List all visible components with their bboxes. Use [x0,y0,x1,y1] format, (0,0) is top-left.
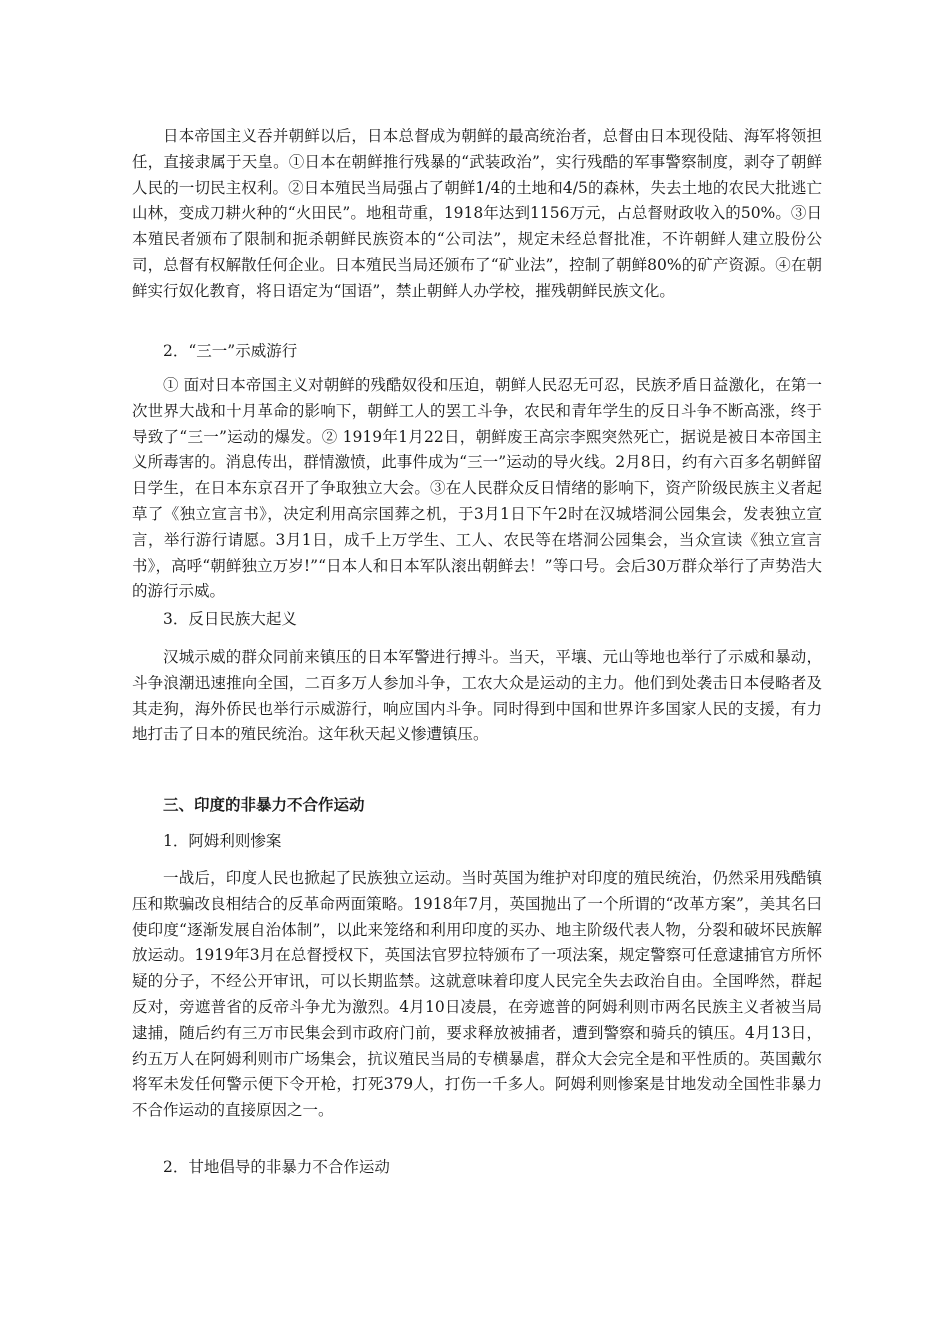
paragraph-text: 日本帝国主义吞并朝鲜以后，日本总督成为朝鲜的最高统治者，总督由日本现役陆、海军将领担任，直接隶属于天皇。①日本在朝鲜推行残暴的“武装政治”，实行残酷的军事警察制度，剥夺了朝鲜人民的一切民主权利。②日本殖民当局强占了朝鲜1/4的土地和4/5的森林，失去土地的农民大批逃亡山林，变成刀耕火种的“火田民”。地租苛重，1918年达到1156万元，占总督财政收入的50%。③日本殖民者颁布了限制和扼杀朝鲜民族资本的“公司法”，规定未经总督批准，不许朝鲜人建立股份公司，总督有权解散任何企业。日本殖民当局还颁布了“矿业法”，控制了朝鲜80%的矿产资源。④在朝鲜实行奴化教育，将日语定为“国语”，禁止朝鲜人办学校，摧残朝鲜民族文化。 [132,127,822,300]
paragraph-text: 汉城示威的群众同前来镇压的日本军警进行搏斗。当天，平壤、元山等地也举行了示威和暴动，斗争浪潮迅速推向全国，二百多万人参加斗争，工农大众是运动的主力。他们到处袭击日本侵略者及其走狗，海外侨民也举行示威游行，响应国内斗争。同时得到中国和世界许多国家人民的支援，有力地打击了日本的殖民统治。这年秋天起义惨遭镇压。 [132,648,822,744]
paragraph-korea-rule [132,124,822,305]
subheading-march-first [132,338,822,364]
subheading-text: 3．反日民族大起义 [163,610,297,628]
paragraph-text: 一战后，印度人民也掀起了民族独立运动。当时英国为维护对印度的殖民统治，仍然采用残酷镇压和欺骗改良相结合的反革命两面策略。1918年7月，英国抛出了一个所谓的“改革方案”，美其名曰使印度“逐渐发展自治体制”，以此来笼络和利用印度的买办、地主阶级代表人物，分裂和破坏民族解放运动。1919年3月在总督授权下，英国法官罗拉特颁布了一项法案，规定警察可任意逮捕官方所怀疑的分子，不经公开审讯，可以长期监禁。这就意味着印度人民完全失去政治自由。全国哗然，群起反对，旁遮普省的反帝斗争尤为激烈。4月10日凌晨，在旁遮普的阿姆利则市两名民族主义者被当局逮捕，随后约有三万市民集会到市政府门前，要求释放被捕者，遭到警察和骑兵的镇压。4月13日，约五万人在阿姆利则市广场集会，抗议殖民当局的专横暴虐，群众大会完全是和平性质的。英国戴尔将军未发任何警示便下令开枪，打死379人，打伤一千多人。阿姆利则惨案是甘地发动全国性非暴力不合作运动的直接原因之一。 [132,869,822,1120]
section-title-text: 三、印度的非暴力不合作运动 [163,796,365,814]
subheading-text: 1．阿姆利则惨案 [163,832,282,850]
subheading-text: 2．甘地倡导的非暴力不合作运动 [163,1158,390,1176]
paragraph-uprising [132,645,822,748]
paragraph-text: ① 面对日本帝国主义对朝鲜的残酷奴役和压迫，朝鲜人民忍无可忍，民族矛盾日益激化，在第一次世界大战和十月革命的影响下，朝鲜工人的罢工斗争，农民和青年学生的反日斗争不断高涨，终于导致了“三一”运动的爆发。② 1919年1月22日，朝鲜废王高宗李熙突然死亡，据说是被日本帝国主义所毒害的。消息传出，群情激愤，此事件成为“三一”运动的导火线。2月8日，约有六百多名朝鲜留日学生，在日本东京召开了争取独立大会。③在人民群众反日情绪的影响下，资产阶级民族主义者起草了《独立宣言书》，决定利用高宗国葬之机，于3月1日下午2时在汉城塔洞公园集会，发表独立宣言，举行游行请愿。3月1日，成千上万学生、工人、农民等在塔洞公园集会，当众宣读《独立宣言书》，高呼“朝鲜独立万岁!”“日本人和日本军队滚出朝鲜去！”等口号。会后30万群众举行了声势浩大的游行示威。 [132,376,822,601]
paragraph-march-first [132,373,822,605]
subheading-uprising [132,606,822,632]
section-title-india [132,792,822,818]
subheading-text: 2．“三一”示威游行 [163,342,298,360]
paragraph-amritsar [132,866,822,1124]
subheading-gandhi [132,1154,822,1180]
subheading-amritsar [132,828,822,854]
